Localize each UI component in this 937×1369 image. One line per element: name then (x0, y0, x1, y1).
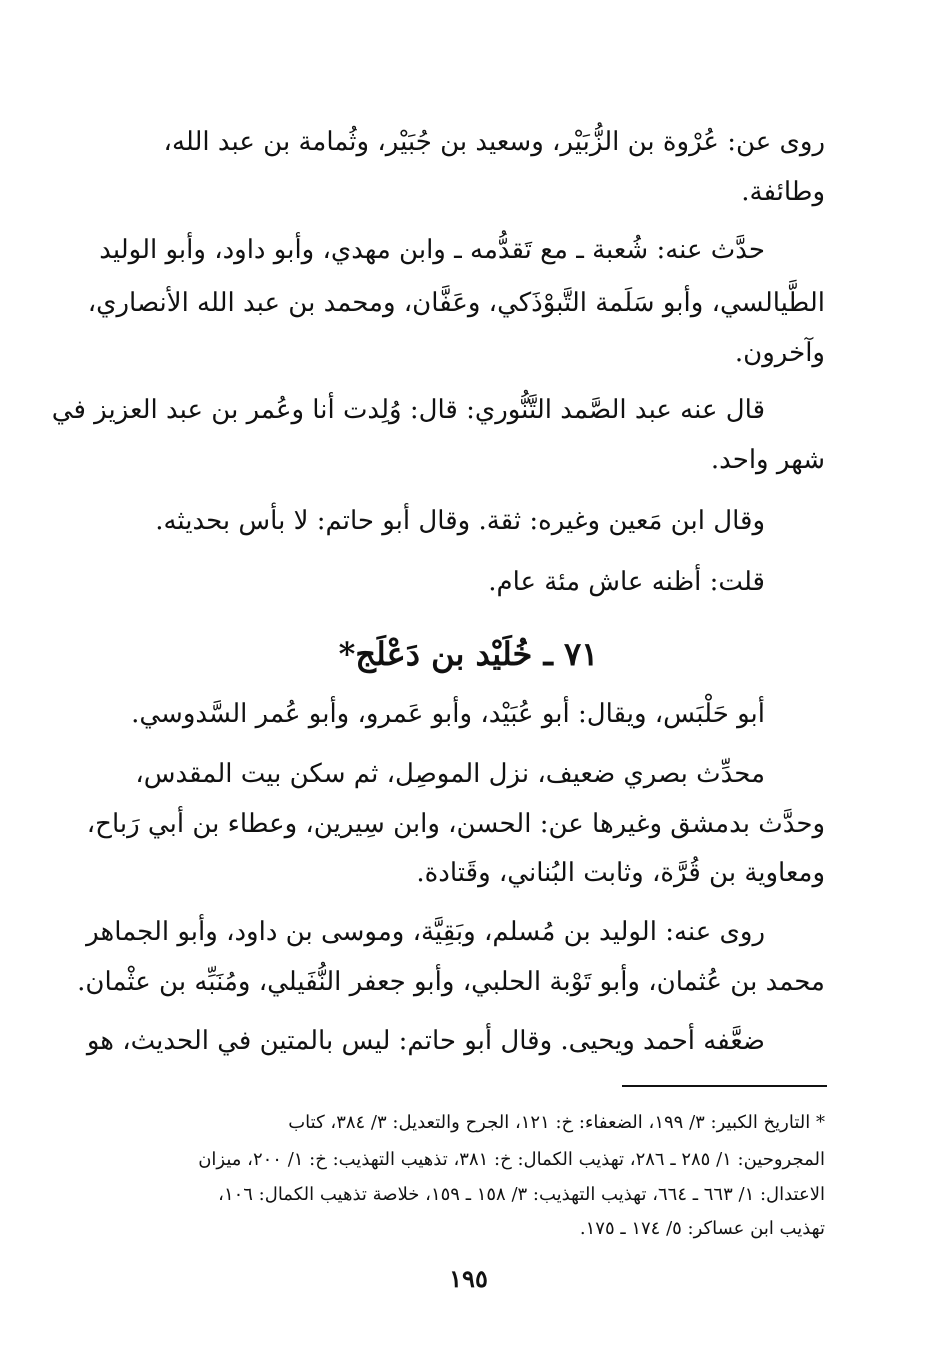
narrators-line-2: الطَّيالسي، وأبو سَلَمة التَّبوْذَكي، وعَفَّان، ومحمد بن عبد الله الأنصاري، (87, 288, 825, 318)
kunya-line: أبو حَلْبَس، ويقال: أبو عُبَيْد، وأبو عَمرو، وأبو عُمر السَّدوسي. (131, 699, 765, 729)
bio-line-3: ومعاوية بن قُرَّة، وثابت البُناني، وقَتادة. (416, 858, 825, 888)
narrated-from-line-1: روى عن: عُرْوة بن الزُّبَيْر، وسعيد بن جُبَيْر، وثُمامة بن عبد الله، (163, 127, 825, 157)
grading-line: وقال ابن مَعين وغيره: ثقة. وقال أبو حاتم: لا بأس بحديثه. (155, 506, 765, 536)
entry71-narrators-line-1: روى عنه: الوليد بن مُسلم، وبَقِيَّة، وموسى بن داود، وأبو الجماهر (86, 917, 765, 947)
footnote-separator (622, 1085, 827, 1087)
bio-line-1: محدِّث بصري ضعيف، نزل الموصِل، ثم سكن بيت المقدس، (135, 759, 765, 789)
footnote-line-2: المجروحين: ١/ ٢٨٥ ـ ٢٨٦، تهذيب الكمال: خ: ٣٨١، تذهيب التهذيب: خ: ١/ ٢٠٠، ميزان (198, 1149, 825, 1170)
bio-line-2: وحدَّث بدمشق وغيرها عن: الحسن، وابن سِيرين، وعطاء بن أبي رَباح، (86, 809, 825, 839)
author-note-line: قلت: أظنه عاش مئة عام. (488, 567, 765, 597)
page-number: ١٩٥ (449, 1264, 488, 1293)
entry-heading: ٧١ ـ خُلَيْد بن دَعْلَج* (338, 635, 599, 673)
narrated-from-line-2: وطائفة. (741, 177, 825, 207)
footnote-line-3: الاعتدال: ١/ ٦٦٣ ـ ٦٦٤، تهذيب التهذيب: ٣/ ١٥٨ ـ ١٥٩، خلاصة تذهيب الكمال: ١٠٦، (218, 1184, 825, 1205)
quote-line-1: قال عنه عبد الصَّمد التَّنُّوري: قال: وُلِدت أنا وعُمر بن عبد العزيز في (51, 395, 765, 425)
entry71-grading-line: ضعَّفه أحمد ويحيى. وقال أبو حاتم: ليس بالمتين في الحديث، هو (86, 1026, 765, 1056)
narrators-line-1: حدَّث عنه: شُعبة ـ مع تَقدُّمه ـ وابن مهدي، وأبو داود، وأبو الوليد (99, 235, 765, 265)
footnote-line-1: * التاريخ الكبير: ٣/ ١٩٩، الضعفاء: خ: ١٢١، الجرح والتعديل: ٣/ ٣٨٤، كتاب (288, 1112, 825, 1133)
narrators-line-3: وآخرون. (734, 338, 825, 368)
entry71-narrators-line-2: محمد بن عُثمان، وأبو تَوْبة الحلبي، وأبو جعفر النُّفَيلي، ومُنَبِّه بن عثْمان. (77, 967, 825, 997)
quote-line-2: شهر واحد. (710, 445, 825, 475)
footnote-line-4: تهذيب ابن عساكر: ٥/ ١٧٤ ـ ١٧٥. (579, 1218, 825, 1239)
